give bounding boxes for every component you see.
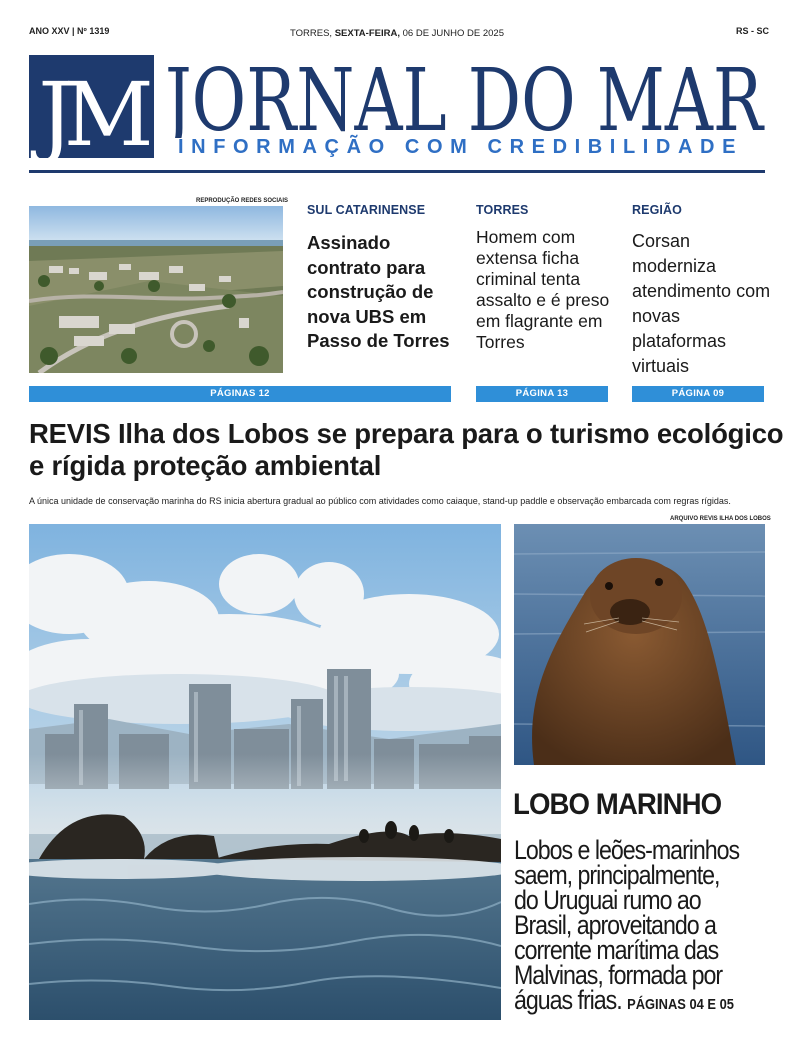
page-reference[interactable]: PÁGINAS 12 [29,386,451,402]
story-headline[interactable]: Assinado contrato para construção de nova UBS em Passo de Torres [307,232,450,351]
aerial-town-photo[interactable] [29,206,283,373]
photo-credit: REPRODUÇÃO REDES SOCIAIS [196,198,289,204]
section-label: TORRES [476,203,529,217]
feature-title[interactable]: LOBO MARINHO [513,788,722,821]
story-headline[interactable]: Homem com extensa ficha criminal tenta assalto e é preso em flagrante em Torres [476,227,610,352]
edition-number: ANO XXV | Nº 1319 [29,26,110,36]
coastal-city-photo[interactable] [29,524,501,1020]
edition-region: RS - SC [736,26,770,36]
feature-body: Lobos e leões-marinhos saem, principalmente, do Uruguai rumo ao Brasil, aproveitando a corrente marítima das Malvinas, formada por águas frias. [514,835,740,1015]
masthead-divider [29,170,765,173]
feature-text [514,835,740,1017]
date-full: 06 DE JUNHO DE 2025 [402,28,504,39]
section-label: REGIÃO [632,203,682,217]
newspaper-tagline: INFORMAÇÃO COM CREDIBILIDADE [178,136,744,158]
edition-date [0,28,794,39]
newspaper-logo[interactable] [29,55,154,158]
lead-headline[interactable]: REVIS Ilha dos Lobos se prepara para o turismo ecológico e rígida proteção ambiental [29,418,784,481]
date-weekday: SEXTA-FEIRA, [334,28,400,39]
logo-monogram: JM [38,63,144,158]
page-reference[interactable]: PÁGINA 09 [632,386,764,402]
story-headline[interactable]: Corsan moderniza atendimento com novas plataformas virtuais [632,231,771,376]
newspaper-title-text: JORNAL DO MAR [165,52,765,138]
newspaper-title [165,52,765,138]
feature-page-reference[interactable]: PÁGINAS 04 E 05 [627,996,734,1013]
photo-credit: ARQUIVO REVIS ILHA DOS LOBOS [670,516,771,522]
date-city: TORRES, [290,28,333,39]
lead-summary: A única unidade de conservação marinha do RS inicia abertura gradual ao público com atividades como caiaque, stand-up paddle e observação embarcada com regras rígidas. [29,496,731,506]
sea-lion-photo[interactable] [514,524,765,765]
section-label: SUL CATARINENSE [307,203,426,217]
page-reference[interactable]: PÁGINA 13 [476,386,608,402]
